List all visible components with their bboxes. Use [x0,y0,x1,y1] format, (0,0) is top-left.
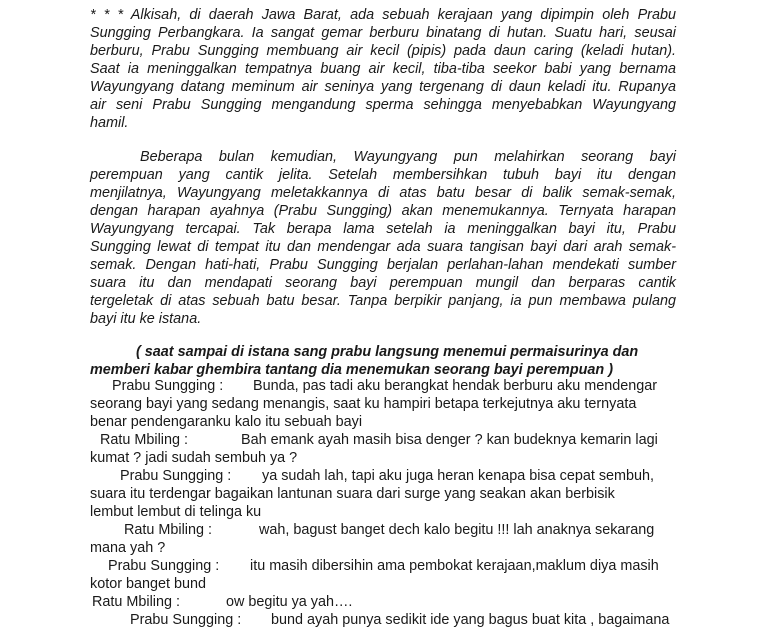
dialogue-text: benar pendengaranku kalo itu sebuah bayi [90,414,363,430]
text-line: memberi kabar ghembira tantang dia menemukan seorang bayi perempuan ) [90,362,614,378]
text-line: Saat ia meninggalkan tempatnya buang air kecil, tiba-tiba seekor babi yang bernama [90,61,676,77]
dialogue-entry [90,611,676,629]
dialogue-text: wah, bagust banget dech kalo begitu !!! lah anaknya sekarang [259,522,655,538]
text-line: Beberapa bulan kemudian, Wayungyang pun melahirkan seorang bayi [140,149,676,165]
speaker-name: Ratu Mbiling : [124,522,212,538]
text-line: menjilatnya, Wayungyang meletakkannya di atas batu besar di balik semak-semak, [90,185,676,201]
dialogue-text: kotor banget bund [90,576,207,592]
speaker-name: Prabu Sungging : [120,468,232,484]
text-line: perempuan yang cantik jelita. Setelah membersihkan tubuh bayi itu dengan [90,167,676,183]
text-line: hamil. [90,115,129,131]
text-line: dengan harapan ayahnya (Prabu Sungging) akan menemukannya. Ternyata harapan [90,203,676,219]
dialogue-text: bund ayah punya sedikit ide yang bagus buat kita , bagaimana [271,612,670,628]
text-line: berburu, Prabu Sungging membuang air kecil (pipis) pada daun caring (keladi hutan). [90,43,676,59]
dialogue-text: ow begitu ya yah…. [226,594,353,610]
stage-direction [90,343,676,379]
dialogue-block [90,377,676,629]
speaker-name: Prabu Sungging : [112,378,224,394]
text-line: tergeletak di atas sebuah batu besar. Tanpa berpikir panjang, ia pun membawa pulang [90,293,676,309]
dialogue-text: Bah emank ayah masih bisa denger ? kan budeknya kemarin lagi [241,432,658,448]
text-line: Sungging Perbangkara. Ia sangat gemar berburu binatang di hutan. Suatu hari, seusai [90,25,676,41]
text-line: bayi itu ke istana. [90,311,202,327]
dialogue-entry [90,431,676,467]
dialogue-entry [90,521,676,557]
text-line: ( saat sampai di istana sang prabu langsung menemui permaisurinya dan [136,344,639,360]
text-line: semak. Dengan hati-hati, Prabu Sungging berjalan perlahan-lahan mendekati sumber [90,257,676,273]
speaker-name: Ratu Mbiling : [100,432,188,448]
dialogue-entry [90,467,676,521]
narration-paragraph-1 [90,6,676,132]
narration-paragraph-2 [90,148,676,328]
dialogue-text: ya sudah lah, tapi aku juga heran kenapa bisa cepat sembuh, [262,468,655,484]
dialogue-text: suara itu terdengar bagaikan lantunan suara dari surge yang seakan akan berbisik [90,486,615,502]
speaker-name: Ratu Mbiling : [92,594,180,610]
text-line: Wayungyang tercapai. Tak berapa lama setelah ia meninggalkan bayi itu, Prabu [90,221,676,237]
dialogue-text: Bunda, pas tadi aku berangkat hendak berburu aku mendengar [253,378,658,394]
dialogue-text: lembut lembut di telinga ku [90,504,262,520]
text-line: Sungging lewat di tempat itu dan mendengar ada suara tangisan bayi dari arah semak- [90,239,676,255]
text-line: * * * Alkisah, di daerah Jawa Barat, ada sebuah kerajaan yang dipimpin oleh Prabu [90,7,676,23]
dialogue-text: kumat ? jadi sudah sembuh ya ? [90,450,298,466]
speaker-name: Prabu Sungging : [108,558,220,574]
text-line: Wayungyang datang meminum air seninya yang tergenang di daun keladi itu. Rupanya [90,79,676,95]
dialogue-entry [90,377,676,431]
dialogue-entry [90,593,676,611]
dialogue-entry [90,557,676,593]
dialogue-text: seorang bayi yang sedang menangis, saat ku hampiri betapa terkejutnya aku ternyata [90,396,637,412]
dialogue-text: mana yah ? [90,540,166,556]
dialogue-text: itu masih dibersihin ama pembokat kerajaan,maklum diya masih [250,558,659,574]
text-line: air seni Prabu Sungging mengandung sperma sehingga menyebabkan Wayungyang [90,97,676,113]
speaker-name: Prabu Sungging : [130,612,242,628]
text-line: suara itu dan mendapati seorang bayi perempuan mungil dan berparas cantik [90,275,676,291]
